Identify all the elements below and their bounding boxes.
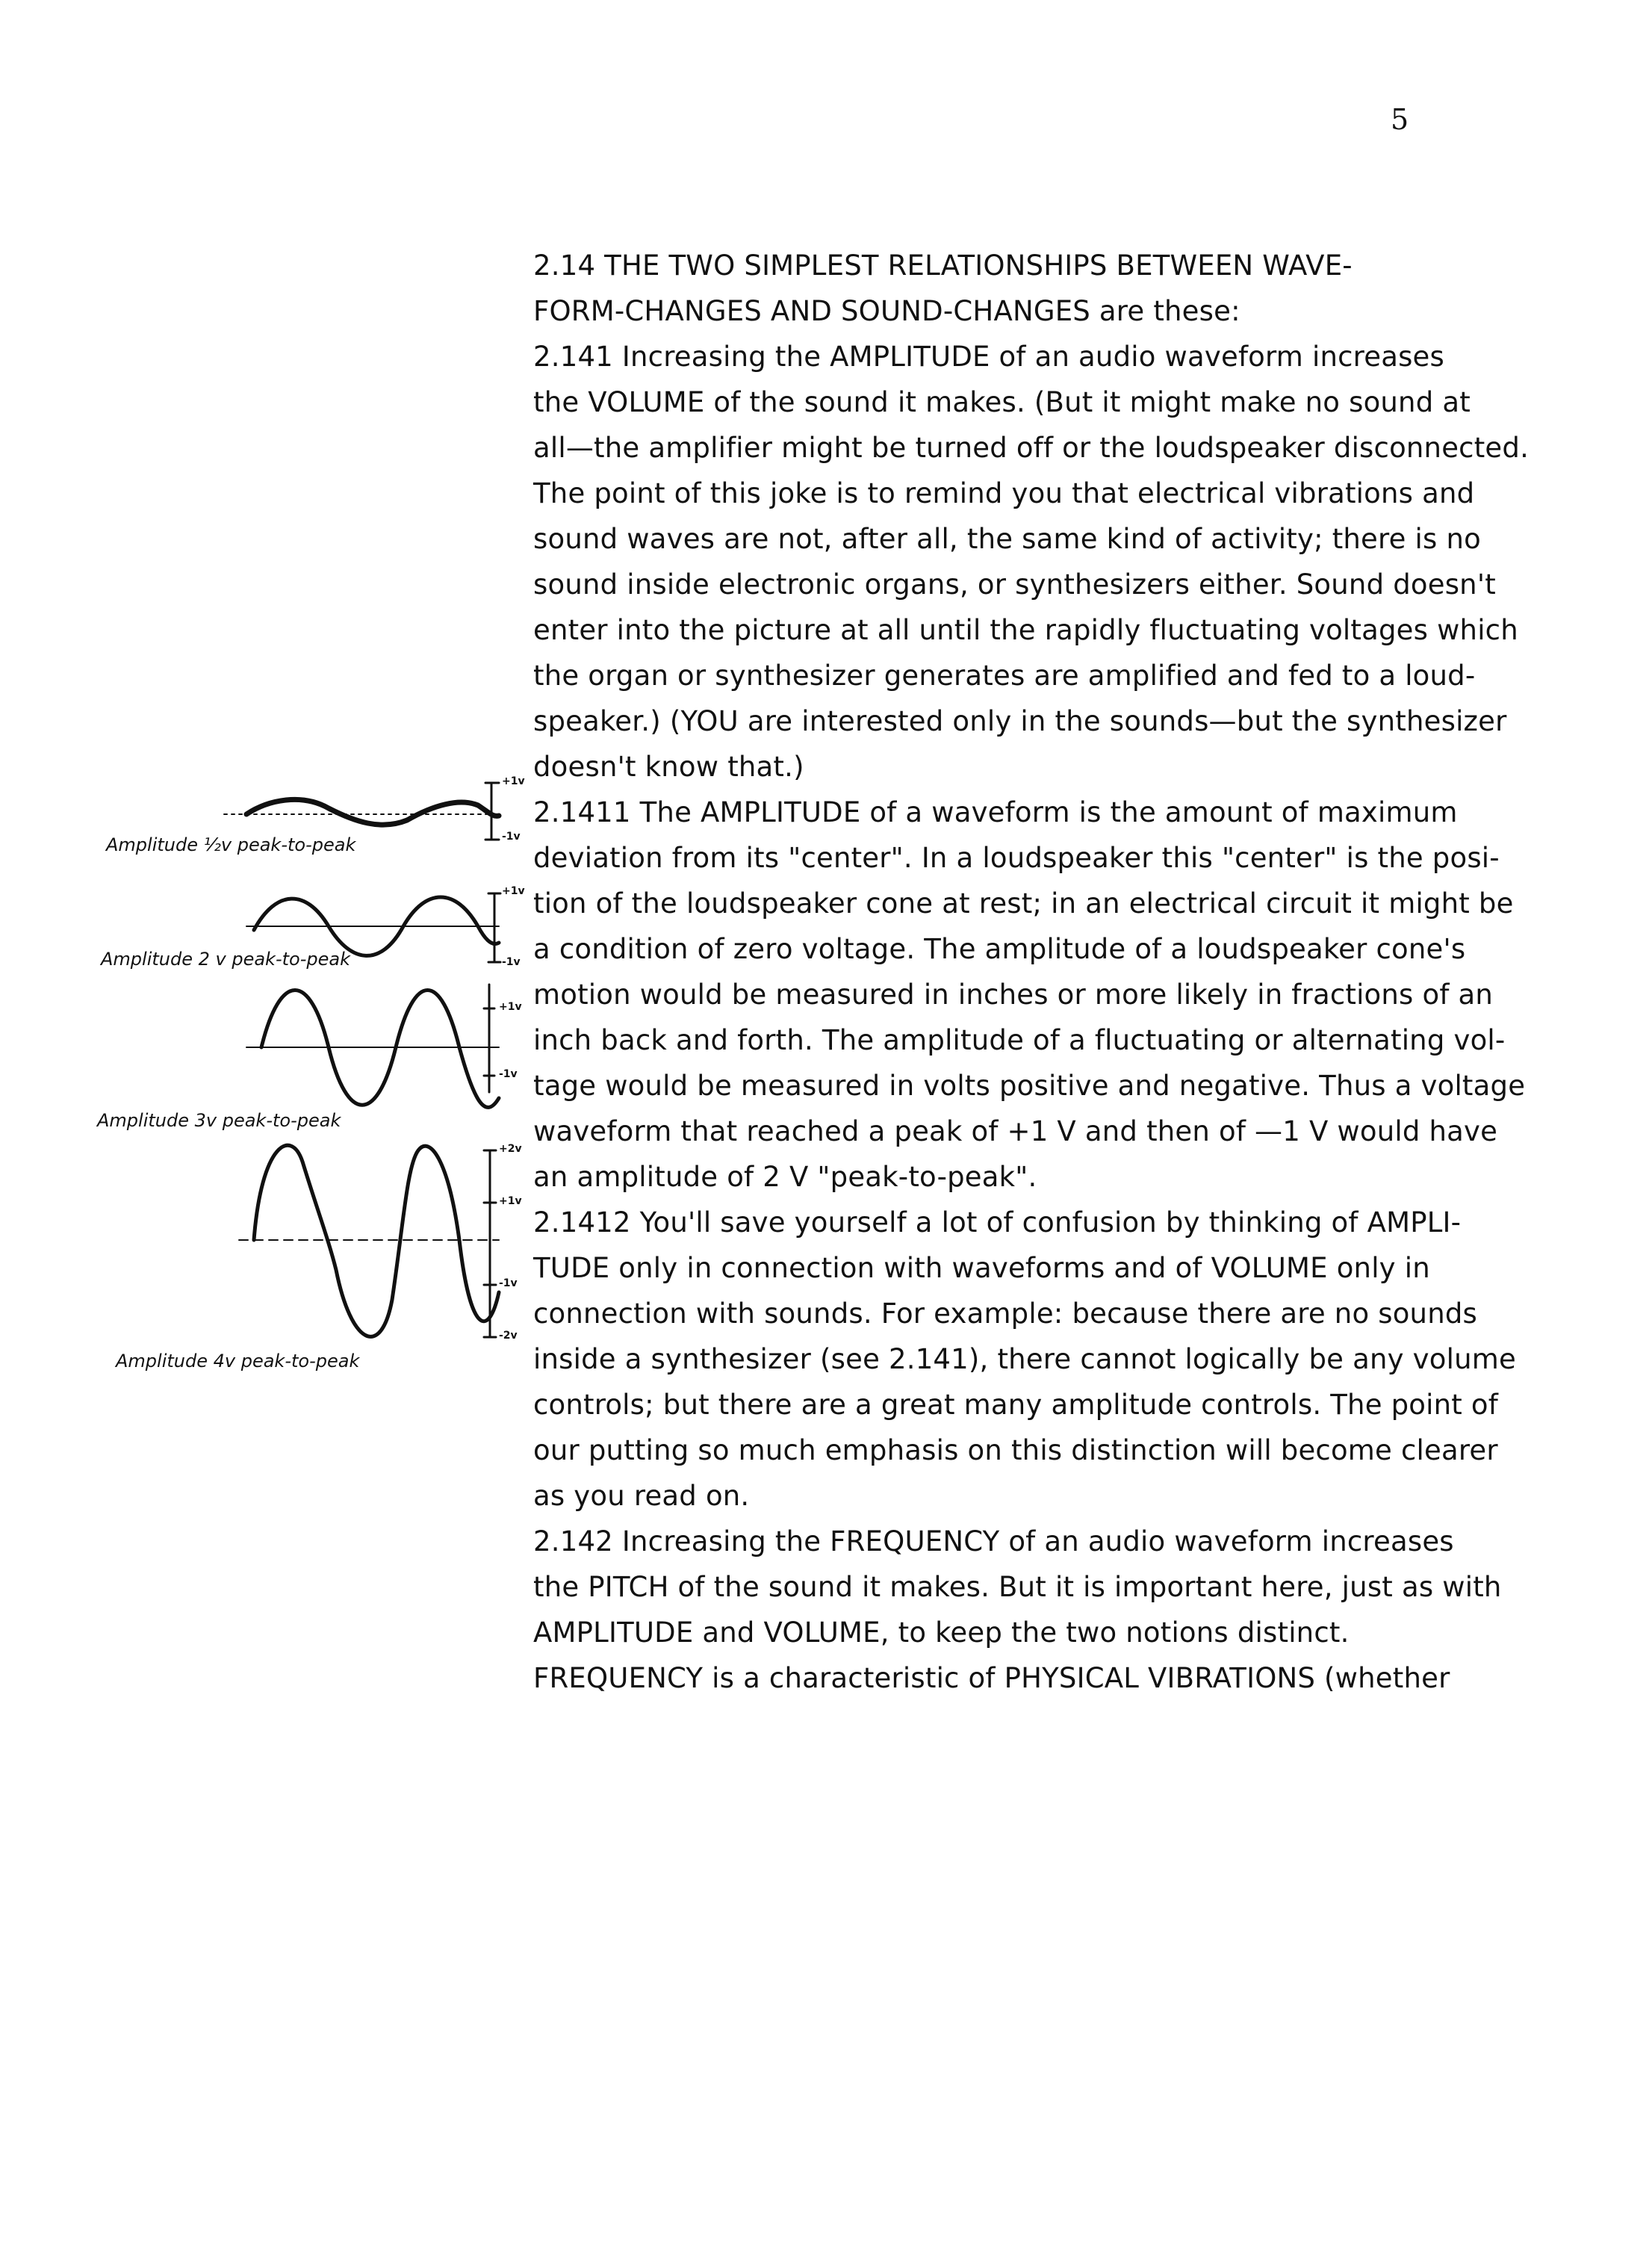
text-line: controls; but there are a great many amplitude controls. The point of: [533, 1389, 1498, 1421]
text-line: 2.1412 You'll save yourself a lot of confusion by thinking of AMPLI-: [533, 1206, 1462, 1239]
waveform-half-volt: [224, 783, 499, 840]
text-line: deviation from its "center". In a loudspeaker this "center" is the posi-: [533, 842, 1500, 874]
tick-label: -2v: [499, 1330, 518, 1342]
figure-label-three-volt: Amplitude 3v peak-to-peak: [97, 1110, 341, 1131]
waveform-three-volt: [246, 985, 499, 1107]
tick-label: +2v: [499, 1143, 522, 1155]
text-line: inch back and forth. The amplitude of a fluctuating or alternating vol-: [533, 1024, 1506, 1056]
text-line: a condition of zero voltage. The amplitude of a loudspeaker cone's: [533, 933, 1466, 965]
text-line: TUDE only in connection with waveforms and of VOLUME only in: [533, 1252, 1430, 1284]
text-line: motion would be measured in inches or more likely in fractions of an: [533, 979, 1494, 1011]
text-line: sound waves are not, after all, the same kind of activity; there is no: [533, 523, 1481, 555]
text-line: doesn't know that.): [533, 751, 804, 783]
text-line: 2.14 THE TWO SIMPLEST RELATIONSHIPS BETWEEN WAVE-: [533, 249, 1353, 282]
text-line: inside a synthesizer (see 2.141), there cannot logically be any volume: [533, 1343, 1516, 1375]
text-line: tion of the loudspeaker cone at rest; in an electrical circuit it might be: [533, 887, 1514, 920]
text-line: our putting so much emphasis on this distinction will become clearer: [533, 1434, 1498, 1466]
text-line: 2.1411 The AMPLITUDE of a waveform is the amount of maximum: [533, 796, 1458, 828]
text-line: 2.142 Increasing the FREQUENCY of an audio waveform increases: [533, 1525, 1454, 1557]
text-line: FREQUENCY is a characteristic of PHYSICAL VIBRATIONS (whether: [533, 1662, 1450, 1694]
figure-label-half-volt: Amplitude ½v peak-to-peak: [106, 834, 356, 855]
text-line: sound inside electronic organs, or synthesizers either. Sound doesn't: [533, 568, 1496, 601]
text-line: as you read on.: [533, 1480, 750, 1512]
page-number: 5: [1391, 103, 1409, 136]
text-line: tage would be measured in volts positive and negative. Thus a voltage: [533, 1070, 1526, 1102]
waveform-drawings: [0, 0, 533, 1419]
text-line: waveform that reached a peak of +1 V and then of —1 V would have: [533, 1115, 1498, 1147]
tick-label: -1v: [499, 1277, 518, 1289]
text-line: connection with sounds. For example: because there are no sounds: [533, 1298, 1478, 1330]
text-line: AMPLITUDE and VOLUME, to keep the two notions distinct.: [533, 1617, 1350, 1649]
text-line: the PITCH of the sound it makes. But it is important here, just as with: [533, 1571, 1502, 1603]
tick-label: +1v: [499, 1195, 522, 1207]
tick-label: +1v: [502, 775, 525, 787]
tick-label: +1v: [502, 885, 525, 897]
body-text: [533, 243, 1534, 1701]
text-line: FORM-CHANGES AND SOUND-CHANGES are these:: [533, 295, 1240, 327]
waveform-figures: [0, 0, 533, 1419]
tick-label: -1v: [502, 956, 521, 968]
text-line: all—the amplifier might be turned off or the loudspeaker disconnected.: [533, 432, 1530, 464]
text-line: the organ or synthesizer generates are amplified and fed to a loud-: [533, 660, 1476, 692]
text-line: The point of this joke is to remind you that electrical vibrations and: [533, 477, 1475, 509]
text-line: enter into the picture at all until the rapidly fluctuating voltages which: [533, 614, 1518, 646]
tick-label: -1v: [499, 1068, 518, 1080]
figure-label-two-volt: Amplitude 2 v peak-to-peak: [101, 949, 350, 970]
waveform-four-volt: [239, 1145, 499, 1337]
text-line: 2.141 Increasing the AMPLITUDE of an audio waveform increases: [533, 341, 1444, 373]
tick-label: -1v: [502, 831, 521, 843]
figure-label-four-volt: Amplitude 4v peak-to-peak: [116, 1351, 360, 1371]
text-line: the VOLUME of the sound it makes. (But it might make no sound at: [533, 386, 1471, 418]
text-line: an amplitude of 2 V "peak-to-peak".: [533, 1161, 1037, 1193]
text-line: speaker.) (YOU are interested only in the sounds—but the synthesizer: [533, 705, 1507, 737]
tick-label: +1v: [499, 1001, 522, 1013]
